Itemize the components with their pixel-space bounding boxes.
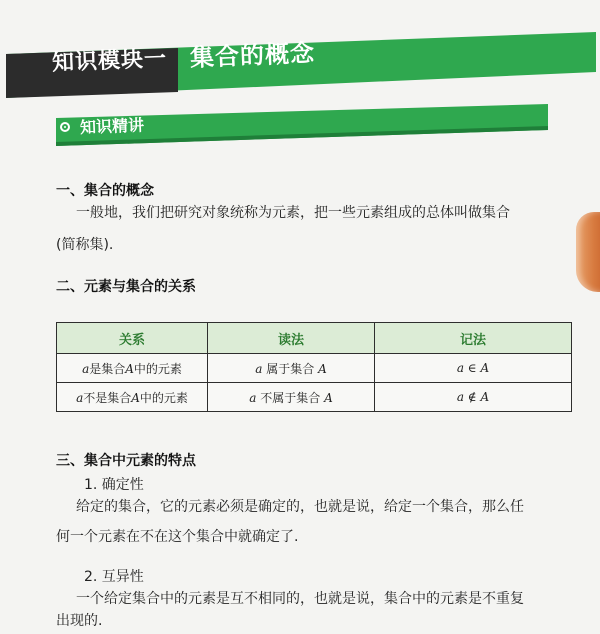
item1-line1: 给定的集合，它的元素必须是确定的，也就是说，给定一个集合，那么任 bbox=[76, 499, 524, 515]
concept-text-line2: (简称集). bbox=[56, 237, 114, 253]
col-header-notation: 记法 bbox=[375, 323, 572, 354]
var-a: a bbox=[255, 361, 263, 376]
var-A: A bbox=[131, 390, 140, 405]
cell-notation bbox=[375, 354, 572, 383]
cell-notation bbox=[375, 383, 572, 412]
bullet-circle-icon bbox=[60, 122, 70, 132]
heading-concept: 一、集合的概念 bbox=[56, 183, 154, 199]
var-A: A bbox=[318, 361, 327, 376]
table-row bbox=[57, 383, 572, 412]
module-title: 集合的概念 bbox=[189, 38, 316, 72]
var-A: A bbox=[324, 390, 333, 405]
cell-relation bbox=[57, 354, 208, 383]
cell-text: 不是集合 bbox=[83, 390, 132, 405]
section-label: 知识精讲 bbox=[79, 115, 145, 137]
cell-text: 属于集合 bbox=[266, 361, 315, 376]
relation-table bbox=[56, 322, 572, 412]
item2-title: 2. 互异性 bbox=[84, 569, 144, 585]
var-a: a bbox=[76, 390, 84, 405]
heading-relation: 二、元素与集合的关系 bbox=[56, 279, 196, 295]
item1-title: 1. 确定性 bbox=[84, 477, 144, 493]
item1-line2: 何一个元素在不在这个集合中就确定了. bbox=[56, 529, 299, 545]
concept-text-line1: 一般地，我们把研究对象统称为元素，把一些元素组成的总体叫做集合 bbox=[76, 205, 510, 221]
item2-line2: 出现的. bbox=[56, 613, 103, 629]
col-header-relation: 关系 bbox=[57, 323, 208, 354]
cell-text: 是集合 bbox=[89, 361, 126, 376]
table-header-row bbox=[57, 323, 572, 354]
notation: a ∉ A bbox=[456, 390, 490, 404]
cell-text: 不属于集合 bbox=[260, 390, 321, 405]
cell-relation bbox=[57, 383, 208, 412]
table-row bbox=[57, 354, 572, 383]
item2-line1: 一个给定集合中的元素是互不相同的，也就是说，集合中的元素是不重复 bbox=[76, 591, 524, 607]
cell-text: 中的元素 bbox=[139, 390, 188, 405]
cell-reading bbox=[208, 354, 375, 383]
heading-features: 三、集合中元素的特点 bbox=[56, 453, 196, 469]
var-A: A bbox=[125, 361, 134, 376]
module-label: 知识模块一 bbox=[51, 46, 168, 76]
cell-reading bbox=[208, 383, 375, 412]
thumb-photo-edge bbox=[576, 212, 600, 292]
notation: a ∈ A bbox=[456, 361, 490, 375]
var-a: a bbox=[82, 361, 90, 376]
col-header-reading: 读法 bbox=[208, 323, 375, 354]
var-a: a bbox=[249, 390, 257, 405]
cell-text: 中的元素 bbox=[133, 361, 182, 376]
